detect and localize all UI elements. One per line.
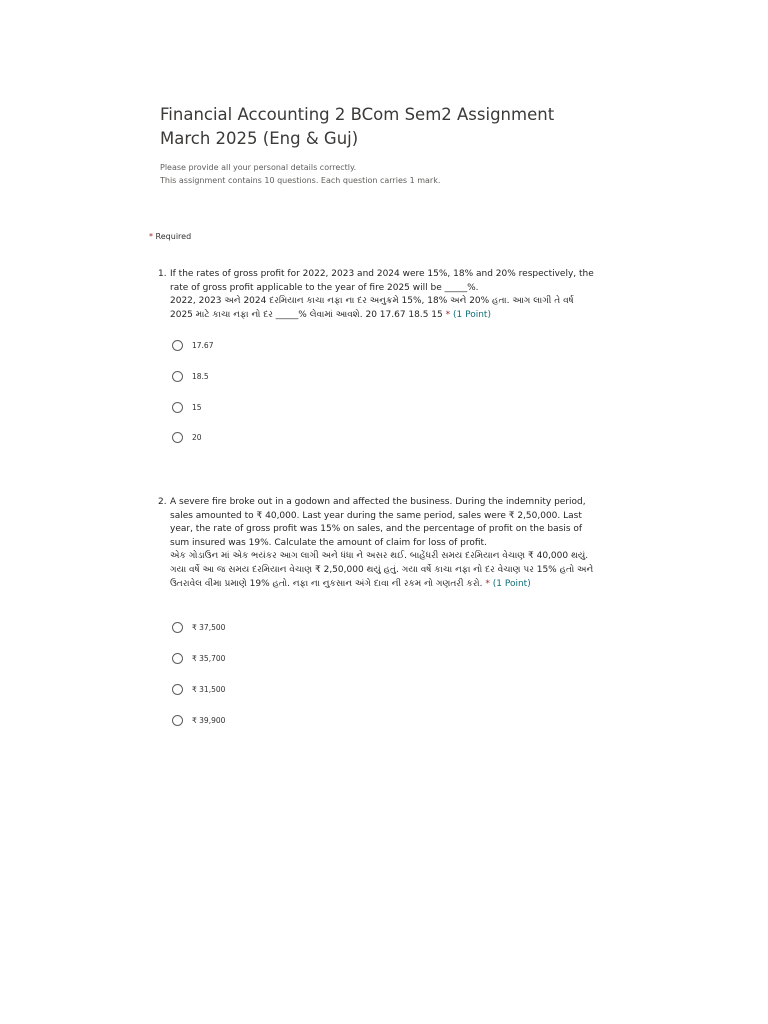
points-label: (1 Point)	[453, 309, 491, 320]
option-label: 18.5	[192, 371, 209, 381]
option-label: 20	[192, 432, 202, 442]
option-17-67[interactable]	[172, 338, 213, 352]
description-line: Please provide all your personal details correctly.	[160, 163, 357, 172]
question-number: 2.	[158, 497, 167, 507]
radio-button[interactable]	[172, 622, 183, 633]
required-note	[149, 231, 191, 242]
radio-button[interactable]	[172, 432, 183, 443]
option-18-5[interactable]	[172, 369, 209, 383]
description-line: This assignment contains 10 questions. Each question carries 1 mark.	[160, 176, 441, 185]
required-label: Required	[155, 232, 192, 241]
option-label: ₹ 31,500	[192, 684, 226, 694]
points-label: (1 Point)	[492, 578, 531, 589]
question-text-english: A severe fire broke out in a godown and affected the business. During the indemnity period, sales amounted to ₹ 40,000. Last year during the same period, sales were ₹ 2,50,000. Last year, the rate of gross profit was 15% on sales, and the percentage of profit on the basis of sum insured was 19%. Calculate the amount of claim for loss of profit.	[170, 497, 586, 548]
form-title: Financial Accounting 2 BCom Sem2 Assignment March 2025 (Eng & Guj)	[160, 105, 555, 148]
option-39900[interactable]	[172, 713, 225, 727]
question-text-gujarati: 2022, 2023 અને 2024 દરમિયાન કાચા નફા ના દર અનુક્રમે 15%, 18% અને 20% હતા. આગ લાગી તે વર્ષ 2025 માટે કાચા નફા નો દર _____% લેવામાં આવશે. 20 17.67 18.5 15	[170, 296, 574, 320]
question-text-english: If the rates of gross profit for 2022, 2023 and 2024 were 15%, 18% and 20% respectively, the rate of gross profit applicable to the year of fire 2025 will be _____%.	[170, 269, 594, 293]
question-text	[158, 496, 598, 591]
question-2	[158, 496, 598, 725]
option-31500[interactable]	[172, 682, 225, 696]
form-description	[160, 161, 600, 187]
option-label: 17.67	[192, 340, 214, 350]
option-label: ₹ 35,700	[192, 653, 226, 663]
option-label: 15	[192, 402, 202, 412]
radio-button[interactable]	[172, 684, 183, 695]
option-label: ₹ 39,900	[192, 715, 226, 725]
option-35700[interactable]	[172, 651, 225, 665]
option-37500[interactable]	[172, 620, 225, 634]
option-20[interactable]	[172, 430, 202, 444]
radio-button[interactable]	[172, 340, 183, 351]
radio-button[interactable]	[172, 402, 183, 413]
option-label: ₹ 37,500	[192, 622, 226, 632]
question-1	[158, 268, 598, 442]
question-text	[158, 268, 598, 322]
radio-button[interactable]	[172, 653, 183, 664]
option-15[interactable]	[172, 400, 202, 414]
question-number: 1.	[158, 269, 167, 279]
question-text-gujarati: એક ગોડાઉન માં એક ભયંકર આગ લાગી અને ધંધા ને અસર થઈ. બાહેંધરી સમય દરમિયાન વેચાણ ₹ 40,000 થયું. ગયા વર્ષે આ જ સમય દરમિયાન વેચાણ ₹ 2,50,000 થયું હતું. ગયા વર્ષે કાચા નફા નો દર વેચાણ પર 15% હતો અને ઉતરાવેલ વીમા પ્રમાણે 19% હતો. નફા ના નુકસાન અંગે દાવા ની રકમ નો ગણતરી કરો.	[170, 551, 594, 589]
required-star: *	[485, 578, 490, 589]
radio-button[interactable]	[172, 715, 183, 726]
radio-button[interactable]	[172, 371, 183, 382]
required-star: *	[149, 232, 153, 241]
required-star: *	[445, 309, 451, 320]
